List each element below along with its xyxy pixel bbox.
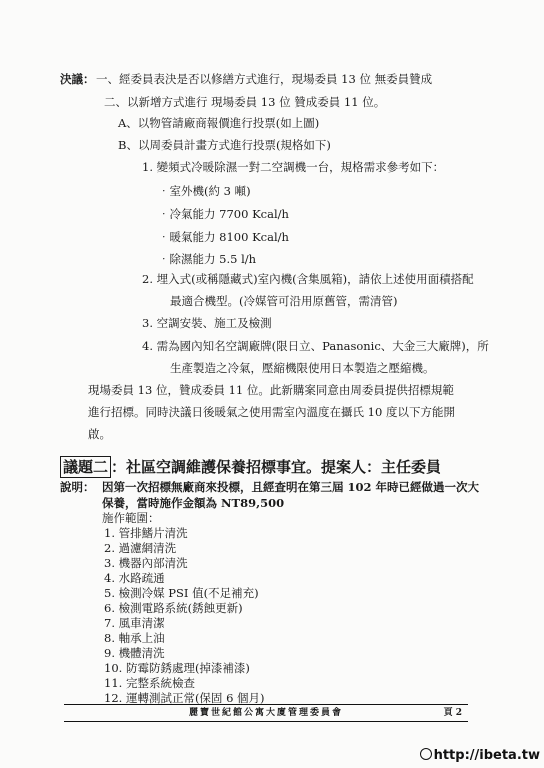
spec-item-4-cont: 生產製造之冷氣，壓縮機限使用日本製造之壓縮機。 [170, 361, 435, 375]
spec-outdoor-unit: ‧室外機(約 3 噸) [158, 184, 251, 198]
scope-item: 1. 管排鰭片清洗 [104, 526, 188, 540]
footer-bar [64, 704, 468, 722]
footer-title: 麗寶世紀館公寓大廈管理委員會 [188, 708, 343, 718]
scope-item: 4. 水路疏通 [104, 571, 165, 585]
resolution-label: 決議： [60, 72, 95, 86]
scope-item: 6. 檢測電路系統(銹蝕更新) [104, 601, 243, 615]
vote-summary-2: 進行招標。同時決議日後暖氣之使用需室內溫度在攝氏 10 度以下方能開 [88, 405, 455, 419]
explain-label: 說明： [60, 480, 95, 494]
scope-item: 11. 完整系統檢查 [104, 676, 195, 690]
spec-heating: ‧暖氣能力 8100 Kcal/h [158, 230, 289, 244]
section-2-boxed-label: 議題二 [60, 456, 111, 478]
spec-item-3: 3. 空調安裝、施工及檢測 [142, 316, 272, 330]
spec-dehumidify: ‧除濕能力 5.5 l/h [158, 252, 257, 266]
spec-item-4: 4. 需為國內知名空調廠牌(限日立、Panasonic、大金三大廠牌)，所 [142, 339, 489, 353]
footer-page-number: 頁 2 [443, 708, 462, 718]
section-2-title-text: ：社區空調維護保養招標事宜。提案人：主任委員 [111, 458, 442, 476]
scope-item: 2. 過濾網清洗 [104, 541, 177, 555]
scope-item: 9. 機體清洗 [104, 646, 165, 660]
site-watermark [420, 748, 540, 763]
scope-item: 8. 軸承上油 [104, 631, 165, 645]
explain-line-2: 保養，當時施作金額為 NT89,500 [102, 496, 285, 510]
scope-item: 12. 運轉測試正常(保固 6 個月) [104, 691, 265, 705]
option-a: A、以物管請廠商報價進行投票(如上圖) [118, 116, 320, 130]
scope-label: 施作範圍： [102, 511, 160, 525]
spec-item-2-cont: 最適合機型。(冷媒管可沿用原舊管，需清管) [170, 294, 398, 308]
vote-summary-1: 現場委員 13 位，贊成委員 11 位。此新購案同意由周委員提供招標規範 [88, 383, 454, 397]
spec-item-1: 1. 變頻式冷暖除濕一對二空調機一台，規格需求參考如下： [142, 160, 445, 174]
spec-cooling: ‧冷氣能力 7700 Kcal/h [158, 207, 289, 221]
resolution-item-2: 二、以新增方式進行 現場委員 13 位 贊成委員 11 位。 [104, 95, 386, 109]
globe-icon [420, 748, 432, 760]
scope-item: 3. 機器內部清洗 [104, 556, 188, 570]
explain-line-1: 因第一次招標無廠商來投標，且經查明在第三屆 102 年時已經做過一次大 [102, 480, 480, 494]
vote-summary-3: 啟。 [88, 427, 111, 441]
option-b: B、以周委員計畫方式進行投票(規格如下) [118, 138, 331, 152]
scope-item: 10. 防霉防銹處理(掉漆補漆) [104, 661, 250, 675]
spec-item-2: 2. 埋入式(或稱隱藏式)室內機(含集風箱)，請依上述使用面積搭配 [142, 272, 474, 286]
section-2-title [60, 456, 441, 478]
resolution-item-1: 一、經委員表決是否以修繕方式進行，現場委員 13 位 無委員贊成 [96, 72, 433, 86]
watermark-text: http://ibeta.tw [433, 748, 540, 763]
scope-item: 5. 檢測冷媒 PSI 值(不足補充) [104, 586, 259, 600]
scope-item: 7. 風車清潔 [104, 616, 165, 630]
